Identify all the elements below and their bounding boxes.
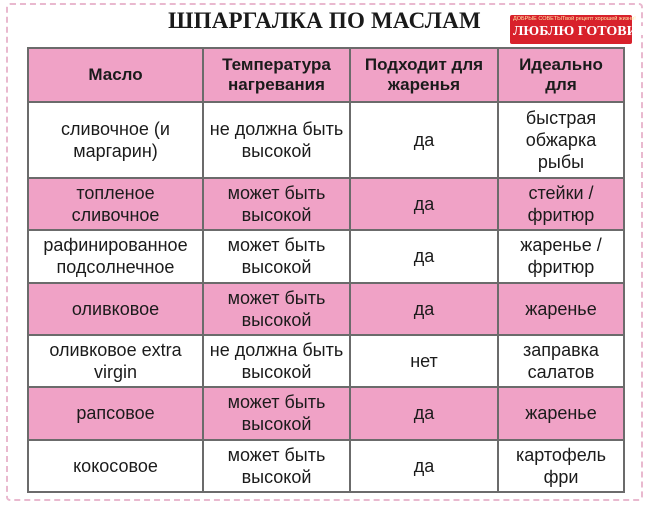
cell-temperature: не должна быть высокой — [203, 335, 350, 387]
cell-ideal-for: быстрая обжарка рыбы — [498, 102, 624, 178]
cell-frying: да — [350, 283, 498, 335]
logo-small-right: Твой рецепт хорошей жизни! — [562, 16, 636, 22]
cell-temperature: не должна быть высокой — [203, 102, 350, 178]
cell-oil: оливковое extra virgin — [28, 335, 203, 387]
cell-oil: рапсовое — [28, 387, 203, 439]
cell-temperature: может быть высокой — [203, 230, 350, 282]
cell-frying: да — [350, 178, 498, 230]
cell-oil: кокосовое — [28, 440, 203, 492]
cell-ideal-for: жаренье — [498, 387, 624, 439]
cell-ideal-for: жаренье / фритюр — [498, 230, 624, 282]
cell-oil: топленое сливочное — [28, 178, 203, 230]
cell-frying: да — [350, 440, 498, 492]
table-header-row — [28, 48, 624, 102]
table-row — [28, 102, 624, 178]
table-row — [28, 387, 624, 439]
cell-frying: да — [350, 230, 498, 282]
table-row — [28, 335, 624, 387]
cell-temperature: может быть высокой — [203, 440, 350, 492]
table-row — [28, 230, 624, 282]
table-row — [28, 440, 624, 492]
header-temperature: Температура нагревания — [203, 48, 350, 102]
page-title: ШПАРГАЛКА ПО МАСЛАМ — [168, 8, 481, 33]
cell-oil: оливковое — [28, 283, 203, 335]
cell-frying: нет — [350, 335, 498, 387]
cell-temperature: может быть высокой — [203, 387, 350, 439]
header-frying: Подходит для жаренья — [350, 48, 498, 102]
table-row — [28, 178, 624, 230]
cell-ideal-for: картофель фри — [498, 440, 624, 492]
cell-oil: рафинированное подсолнечное — [28, 230, 203, 282]
cell-oil: сливочное (и маргарин) — [28, 102, 203, 178]
header-oil: Масло — [28, 48, 203, 102]
magazine-logo — [510, 15, 661, 44]
cell-ideal-for: стейки / фритюр — [498, 178, 624, 230]
logo-small-left: ДОБРЫЕ СОВЕТЫ — [513, 16, 563, 22]
table-row — [28, 283, 624, 335]
cell-ideal-for: заправка салатов — [498, 335, 624, 387]
cell-temperature: может быть высокой — [203, 178, 350, 230]
cell-frying: да — [350, 387, 498, 439]
cell-ideal-for: жаренье — [498, 283, 624, 335]
cell-temperature: может быть высокой — [203, 283, 350, 335]
header-ideal-for: Идеально для — [498, 48, 624, 102]
oils-table — [27, 47, 625, 493]
logo-main-text: ЛЮБЛЮ ГОТОВИТЬ! — [513, 24, 661, 39]
cell-frying: да — [350, 102, 498, 178]
